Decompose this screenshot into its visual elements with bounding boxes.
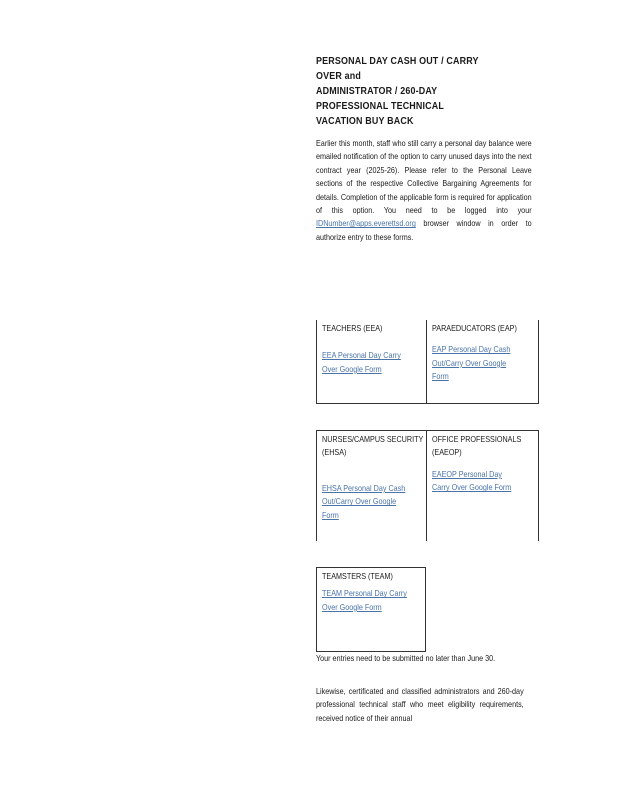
eap-form-link[interactable]: EAP Personal Day Cash Out/Carry Over Google Form <box>432 345 511 382</box>
title-line: OVER and <box>316 70 362 82</box>
closing-paragraph: Likewise, certificated and classified administrators and 260-day professional technical staff who meet eligibility requirements, received notice of their annual <box>316 687 524 723</box>
team-form-link[interactable]: TEAM Personal Day Carry Over Google Form <box>322 589 407 612</box>
article-column <box>316 54 540 244</box>
email-link[interactable]: IDNumber@apps.everettsd.org <box>316 219 416 229</box>
deadline-paragraph: Your entries need to be submitted no later than June 30. <box>316 654 496 663</box>
eea-form-link[interactable]: EEA Personal Day Carry Over Google Form <box>322 351 401 374</box>
intro-text: Earlier this month, staff who still carry a personal day balance were emailed notification of the option to carry unused days into the next contract year (2025-26). Please refer to the Personal Leave sections of the respective Collective Bargaining Agreements for details. Completion of the applicable form is required for application of this option. You need to be logged into your <box>316 139 532 216</box>
table-cell-eaeop <box>427 431 539 541</box>
title-line: VACATION BUY BACK <box>316 115 414 127</box>
group-name: TEAMSTERS (TEAM) <box>322 572 393 581</box>
article-title <box>316 54 529 129</box>
table-cell-eap <box>427 320 539 403</box>
table-cell-ehsa <box>317 431 426 541</box>
forms-table-3 <box>316 567 426 652</box>
group-name: PARAEDUCATORS (EAP) <box>432 324 517 333</box>
group-name: OFFICE PROFESSIONALS (EAEOP) <box>432 435 522 458</box>
ehsa-form-link[interactable]: EHSA Personal Day Cash Out/Carry Over Google Form <box>322 483 406 520</box>
title-line: ADMINISTRATOR / 260-DAY <box>316 85 438 97</box>
table-cell-team <box>317 568 425 651</box>
title-line: PROFESSIONAL TECHNICAL <box>316 100 445 112</box>
intro-text-end: browser window in order to authorize entry to these forms. <box>316 219 532 242</box>
forms-table-2 <box>316 430 539 541</box>
group-name: TEACHERS (EEA) <box>322 324 383 333</box>
group-name: NURSES/CAMPUS SECURITY (EHSA) <box>322 435 424 458</box>
table-cell-eea <box>317 320 426 403</box>
title-line: PERSONAL DAY CASH OUT / CARRY <box>316 55 479 67</box>
intro-paragraph <box>316 137 532 244</box>
forms-table-1 <box>316 320 539 404</box>
eaeop-form-link[interactable]: EAEOP Personal Day Carry Over Google Form <box>432 469 512 493</box>
